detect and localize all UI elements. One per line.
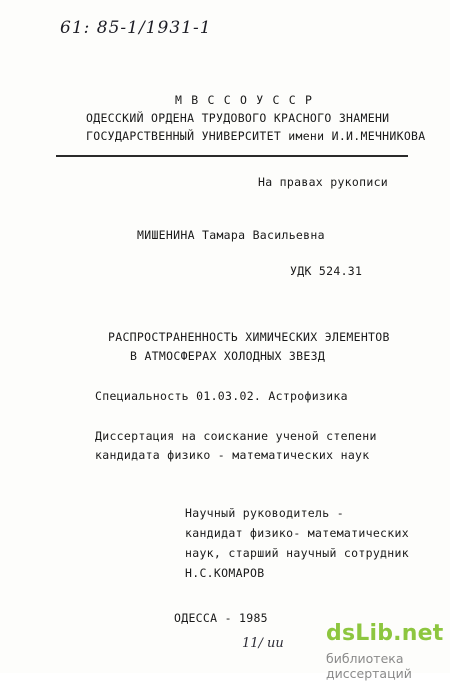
dissertation-degree-line-1: Диссертация на соискание ученой степени	[95, 429, 377, 443]
handwritten-signature: 11/ ии	[242, 636, 284, 651]
watermark-logo: dsLib.net	[326, 621, 444, 646]
dissertation-title-line-1: РАСПРОСТРАНЕННОСТЬ ХИМИЧЕСКИХ ЭЛЕМЕНТОВ	[108, 330, 390, 344]
header-divider	[56, 155, 408, 157]
dissertation-degree-line-2: кандидата физико - математических наук	[95, 448, 370, 462]
author-name: МИШЕНИНА Тамара Васильевна	[137, 228, 325, 242]
dissertation-title-line-2: В АТМОСФЕРАХ ХОЛОДНЫХ ЗВЕЗД	[130, 349, 326, 363]
supervisor-line-1: Научный руководитель -	[185, 506, 344, 520]
supervisor-line-2: кандидат физико- математических	[185, 526, 409, 540]
university-line-2: ГОСУДАРСТВЕННЫЙ УНИВЕРСИТЕТ имени И.И.МЕЧНИКОВА	[86, 129, 426, 143]
place-and-year: ОДЕССА - 1985	[174, 611, 268, 625]
supervisor-line-3: наук, старший научный сотрудник	[185, 546, 409, 560]
watermark-subtitle: библиотека диссертаций	[326, 651, 412, 681]
manuscript-rights: На правах рукописи	[258, 175, 389, 189]
handwritten-catalog-number: 61: 85-1/1931-1	[60, 18, 212, 38]
university-line-1: ОДЕССКИЙ ОРДЕНА ТРУДОВОГО КРАСНОГО ЗНАМЕНИ	[86, 111, 390, 125]
specialty: Специальность 01.03.02. Астрофизика	[95, 389, 348, 403]
supervisor-name: Н.С.КОМАРОВ	[185, 566, 265, 580]
udk-code: УДК 524.31	[290, 264, 363, 278]
ministry-line: М В С С О У С С Р	[175, 93, 314, 107]
